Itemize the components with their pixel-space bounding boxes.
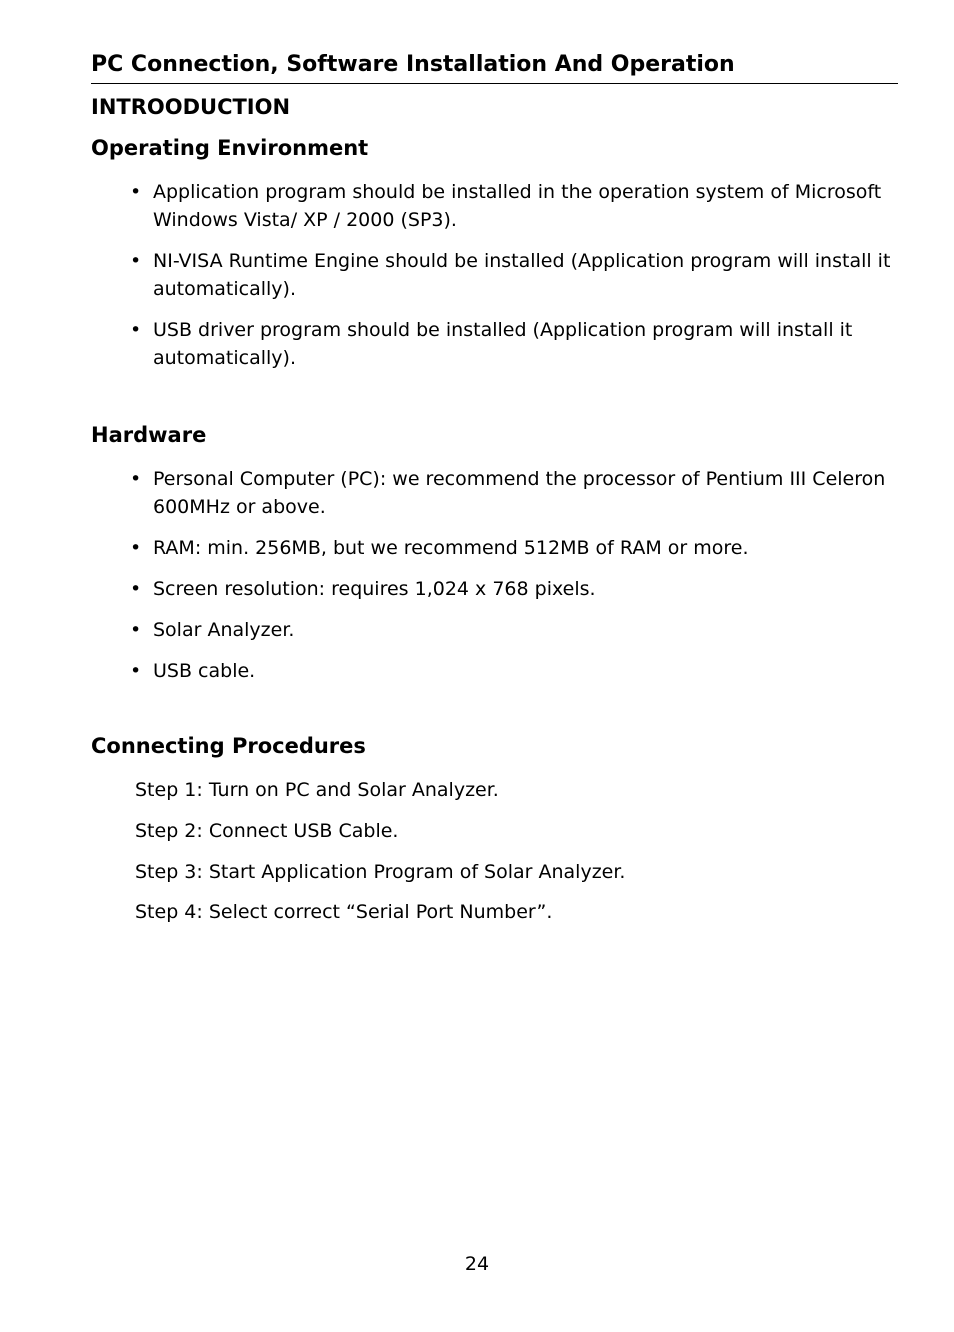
step-item: Step 2: Connect USB Cable.: [135, 819, 399, 842]
step-item: Step 1: Turn on PC and Solar Analyzer.: [135, 779, 499, 801]
connecting-procedures-heading: Connecting Procedures: [91, 734, 366, 758]
bullet-icon: •: [130, 319, 142, 341]
operating-environment-list: [130, 178, 900, 385]
step-item: Step 4: Select correct “Serial Port Number”.: [135, 901, 553, 924]
bullet-icon: •: [130, 468, 142, 490]
intro-heading: INTROODUCTION: [91, 95, 291, 119]
list-item-text: RAM: min. 256MB, but we recommend 512MB of RAM or more.: [153, 537, 749, 559]
list-item: [130, 465, 900, 521]
list-item: [130, 657, 900, 685]
list-item-text: Personal Computer (PC): we recommend the processor of Pentium III Celeron 600MHz or above.: [153, 468, 886, 518]
bullet-icon: •: [130, 537, 142, 559]
connecting-steps-list: [135, 776, 895, 939]
list-item-text: USB cable.: [153, 660, 256, 682]
hardware-list: [130, 465, 900, 698]
bullet-icon: •: [130, 619, 142, 641]
page-header: [91, 50, 898, 84]
hardware-heading: Hardware: [91, 423, 207, 447]
bullet-icon: •: [130, 250, 142, 272]
list-item: [130, 575, 900, 603]
step-item: Step 3: Start Application Program of Solar Analyzer.: [135, 860, 626, 883]
page-title: PC Connection, Software Installation And Operation: [91, 52, 735, 77]
list-item: [130, 534, 900, 562]
list-item: [130, 616, 900, 644]
list-item-text: USB driver program should be installed (Application program will install it automatically).: [153, 319, 853, 369]
bullet-icon: •: [130, 660, 142, 682]
bullet-icon: •: [130, 181, 142, 203]
list-item-text: Solar Analyzer.: [153, 619, 295, 641]
bullet-icon: •: [130, 578, 142, 600]
list-item-text: NI-VISA Runtime Engine should be installed (Application program will install it automatically).: [153, 250, 891, 300]
operating-environment-heading: Operating Environment: [91, 136, 369, 160]
list-item-text: Application program should be installed in the operation system of Microsoft Windows Vista/ XP / 2000 (SP3).: [153, 181, 882, 231]
list-item: [130, 178, 900, 234]
list-item: [130, 247, 900, 303]
list-item: [130, 316, 900, 372]
page-number: 24: [464, 1253, 490, 1275]
list-item-text: Screen resolution: requires 1,024 x 768 pixels.: [153, 578, 596, 600]
